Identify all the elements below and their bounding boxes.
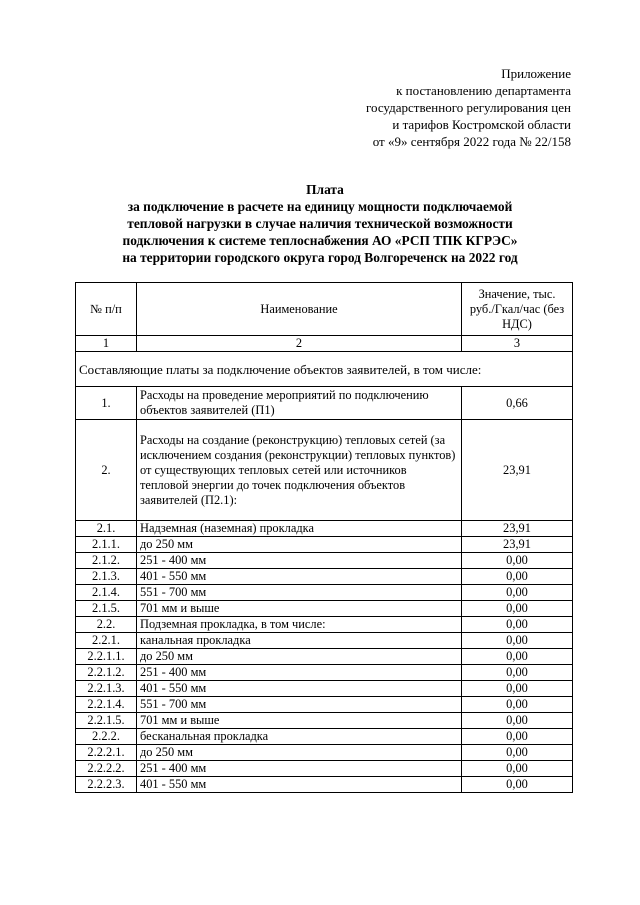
row-name-cell: 701 мм и выше (137, 601, 462, 617)
row-num-cell: 2.1. (76, 521, 137, 537)
row-num-cell: 2.1.3. (76, 569, 137, 585)
row-num-cell: 2.2.1.4. (76, 697, 137, 713)
row-name-cell: 701 мм и выше (137, 713, 462, 729)
row-name-cell: бесканальная прокладка (137, 729, 462, 745)
row-value-cell: 0,00 (462, 729, 573, 745)
row-name-cell: 251 - 400 мм (137, 665, 462, 681)
row-num-cell: 2.2.2.3. (76, 777, 137, 793)
table-row (76, 601, 573, 617)
row-value-cell: 0,00 (462, 569, 573, 585)
title-line: подключения к системе теплоснабжения АО «РСП ТПК КГРЭС» (122, 233, 518, 248)
row-name-cell: 401 - 550 мм (137, 777, 462, 793)
table-row (76, 697, 573, 713)
row-num-cell: 2. (76, 420, 137, 521)
row-name-cell: 551 - 700 мм (137, 697, 462, 713)
table-row (76, 537, 573, 553)
table-section-row (76, 352, 573, 387)
row-value-cell: 0,00 (462, 649, 573, 665)
row-value-cell: 0,00 (462, 617, 573, 633)
table-row (76, 729, 573, 745)
row-num-cell: 2.2.1.3. (76, 681, 137, 697)
row-name-cell: Надземная (наземная) прокладка (137, 521, 462, 537)
index-cell: 2 (137, 336, 462, 352)
row-name-cell: 551 - 700 мм (137, 585, 462, 601)
table-row (76, 420, 573, 521)
row-name-cell: до 250 мм (137, 649, 462, 665)
row-name-cell: Расходы на создание (реконструкцию) тепловых сетей (за исключением создания (реконструкции) тепловых пунктов) от существующих тепловых сетей или источников тепловой энергии до точек подключения объектов заявителей (П2.1): (137, 420, 462, 521)
table-row (76, 777, 573, 793)
title-line: Плата (306, 182, 344, 197)
row-num-cell: 1. (76, 387, 137, 420)
document-title (0, 181, 640, 266)
row-value-cell: 0,00 (462, 681, 573, 697)
table-row (76, 649, 573, 665)
row-name-cell: до 250 мм (137, 537, 462, 553)
row-value-cell: 0,00 (462, 553, 573, 569)
row-value-cell: 23,91 (462, 537, 573, 553)
row-name-cell: до 250 мм (137, 745, 462, 761)
table-row (76, 761, 573, 777)
row-name-cell: канальная прокладка (137, 633, 462, 649)
row-num-cell: 2.1.4. (76, 585, 137, 601)
title-line: тепловой нагрузки в случае наличия технической возможности (127, 216, 513, 231)
table-row (76, 713, 573, 729)
appendix-line: и тарифов Костромской области (392, 117, 571, 132)
row-num-cell: 2.2.2.2. (76, 761, 137, 777)
section-title: Составляющие платы за подключение объектов заявителей, в том числе: (76, 352, 573, 387)
row-name-cell: 401 - 550 мм (137, 569, 462, 585)
appendix-line: Приложение (501, 66, 571, 81)
row-num-cell: 2.2.1.2. (76, 665, 137, 681)
index-cell: 1 (76, 336, 137, 352)
title-line: за подключение в расчете на единицу мощности подключаемой (127, 199, 513, 214)
row-value-cell: 0,00 (462, 761, 573, 777)
table-row (76, 633, 573, 649)
title-line: на территории городского округа город Волгореченск на 2022 год (122, 250, 518, 265)
table-row (76, 745, 573, 761)
row-value-cell: 0,00 (462, 601, 573, 617)
appendix-line: от «9» сентября 2022 года № 22/158 (372, 134, 571, 149)
header-value: Значение, тыс. руб./Гкал/час (без НДС) (462, 283, 573, 336)
row-value-cell: 0,00 (462, 745, 573, 761)
row-num-cell: 2.2. (76, 617, 137, 633)
table-row (76, 617, 573, 633)
table-row (76, 387, 573, 420)
row-value-cell: 0,00 (462, 697, 573, 713)
table-index-row (76, 336, 573, 352)
appendix-line: государственного регулирования цен (366, 100, 571, 115)
table-row (76, 521, 573, 537)
row-name-cell: 251 - 400 мм (137, 553, 462, 569)
row-value-cell: 23,91 (462, 521, 573, 537)
row-num-cell: 2.2.1. (76, 633, 137, 649)
row-name-cell: Подземная прокладка, в том числе: (137, 617, 462, 633)
table-row (76, 569, 573, 585)
appendix-block (366, 65, 571, 150)
row-num-cell: 2.2.2.1. (76, 745, 137, 761)
row-value-cell: 0,00 (462, 633, 573, 649)
table-row (76, 665, 573, 681)
row-num-cell: 2.1.2. (76, 553, 137, 569)
header-num: № п/п (76, 283, 137, 336)
table-row (76, 585, 573, 601)
row-value-cell: 0,00 (462, 665, 573, 681)
row-num-cell: 2.1.5. (76, 601, 137, 617)
row-value-cell: 0,00 (462, 777, 573, 793)
appendix-line: к постановлению департамента (396, 83, 571, 98)
header-name: Наименование (137, 283, 462, 336)
row-name-cell: 251 - 400 мм (137, 761, 462, 777)
row-name-cell: Расходы на проведение мероприятий по подключению объектов заявителей (П1) (137, 387, 462, 420)
table-row (76, 681, 573, 697)
row-value-cell: 23,91 (462, 420, 573, 521)
row-name-cell: 401 - 550 мм (137, 681, 462, 697)
index-cell: 3 (462, 336, 573, 352)
row-value-cell: 0,66 (462, 387, 573, 420)
table-row (76, 553, 573, 569)
table-header-row (76, 283, 573, 336)
row-value-cell: 0,00 (462, 585, 573, 601)
row-num-cell: 2.2.2. (76, 729, 137, 745)
row-num-cell: 2.2.1.1. (76, 649, 137, 665)
row-value-cell: 0,00 (462, 713, 573, 729)
fee-table (75, 282, 573, 793)
row-num-cell: 2.1.1. (76, 537, 137, 553)
row-num-cell: 2.2.1.5. (76, 713, 137, 729)
